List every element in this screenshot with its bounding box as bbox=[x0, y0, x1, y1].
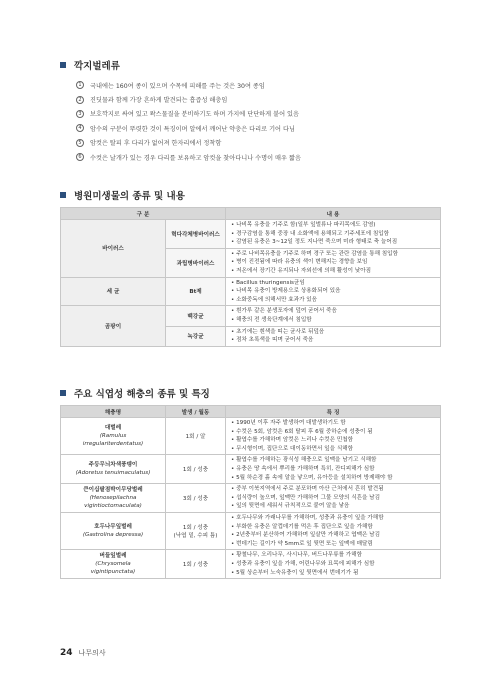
description-line: • 점차 초록색을 띠며 굳어서 죽음 bbox=[231, 337, 314, 344]
column-header: 특 징 bbox=[226, 406, 441, 418]
table-row bbox=[61, 418, 441, 455]
feature-line: • 5월 하순경 흙 속에 알을 낳으며, 유아등을 설치하여 방제해야 함 bbox=[231, 474, 393, 481]
list-item bbox=[76, 107, 456, 121]
subtype-cell: Bt제 bbox=[166, 277, 226, 306]
feature-line: • 5월 상순부터 노숙유충이 잎 뒷면에서 번데기가 됨 bbox=[231, 569, 359, 576]
feature-line: • 부화한 유충은 알껍데기를 먹은 후 집단으로 잎을 가해함 bbox=[231, 523, 373, 530]
feature-line: • 1990년 이후 자주 발생하여 대발생하기도 함 bbox=[231, 420, 346, 426]
description-cell bbox=[226, 326, 441, 346]
table-row bbox=[61, 455, 441, 484]
circled-number-icon: 1 bbox=[76, 81, 84, 89]
section-title-leaf-pests bbox=[60, 386, 210, 400]
feature-line: • 활엽수를 가해하며 암컷은 느리나 수컷은 민첩함 bbox=[231, 437, 354, 444]
feature-line: • 활엽수를 가해하는 광식성 해충으로 잎맥을 남기고 식해함 bbox=[231, 457, 377, 464]
list-item-text: 보호깍지로 싸여 있고 왁스물질을 분비하기도 하며 가지에 단단하게 붙어 있음 bbox=[90, 111, 299, 119]
pest-name-cell bbox=[61, 455, 166, 484]
list-item-text: 암컷은 탈피 후 다리가 없어져 한자리에서 정착함 bbox=[90, 140, 222, 148]
column-header: 내 용 bbox=[226, 208, 441, 220]
occurrence-cell bbox=[166, 550, 226, 579]
occurrence-text: 1회 / 성충 bbox=[182, 525, 209, 532]
occurrence-cell bbox=[166, 455, 226, 484]
description-cell bbox=[226, 277, 441, 306]
occurrence-text: (낙엽 밑, 수피 틈) bbox=[173, 533, 218, 540]
list-item bbox=[76, 78, 456, 92]
list-item bbox=[76, 136, 456, 150]
section-title-text: 깍지벌레류 bbox=[74, 61, 120, 72]
feature-line: • 잎의 뒷면에 세워서 규칙적으로 붙여 알을 낳음 bbox=[231, 503, 350, 510]
pest-name-cell bbox=[61, 418, 166, 455]
pest-name-cell bbox=[61, 512, 166, 549]
feature-line: • 성충과 유충이 잎을 가해, 어린나무와 묘목에 피해가 심함 bbox=[231, 560, 375, 567]
pest-scientific-name: (Adoretus tenuimaculatus) bbox=[75, 470, 151, 477]
pest-korean-name: 주둥무늬차색풍뎅이 bbox=[88, 462, 138, 469]
list-item-text: 진딧물과 함께 가장 흔하게 발견되는 흡즙성 해충임 bbox=[90, 97, 228, 105]
table-row bbox=[61, 512, 441, 549]
description-line: • 저온에서 장기간 유지되나 자외선에 의해 활성이 낮아짐 bbox=[231, 267, 372, 274]
pest-scientific-name: irregulariterdentatus) bbox=[82, 441, 144, 448]
feature-cell bbox=[226, 418, 441, 455]
section-title-text: 병원미생물의 종류 및 내용 bbox=[74, 191, 185, 202]
description-line: • 감염된 유충은 3~12일 정도 지나면 죽으며 미라 형태로 축 늘어짐 bbox=[231, 239, 398, 246]
section-title-text: 주요 식엽성 해충의 종류 및 특징 bbox=[74, 389, 210, 400]
table-header-row bbox=[61, 208, 441, 220]
description-cell bbox=[226, 306, 441, 326]
table-row bbox=[61, 306, 441, 326]
page-number: 24 bbox=[60, 648, 73, 658]
pest-scientific-name: (Henosepilachna bbox=[89, 495, 137, 502]
numbered-list bbox=[76, 78, 456, 164]
column-header: 구 분 bbox=[61, 208, 226, 220]
occurrence-text: 1회 / 성충 bbox=[182, 467, 209, 474]
list-item bbox=[76, 92, 456, 106]
circled-number-icon: 5 bbox=[76, 139, 84, 147]
subtype-cell: 녹강균 bbox=[166, 326, 226, 346]
pathogen-table bbox=[60, 207, 441, 347]
pest-scientific-name: (Gastrolina depressa) bbox=[82, 532, 144, 539]
category-cell: 바이러스 bbox=[61, 220, 166, 278]
table-row bbox=[61, 484, 441, 513]
circled-number-icon: 4 bbox=[76, 124, 84, 132]
list-item bbox=[76, 121, 456, 135]
column-header: 발생 / 월동 bbox=[166, 406, 226, 418]
feature-line: • 호두나무와 가래나무를 가해하며, 성충과 유충이 잎을 가해함 bbox=[231, 514, 384, 521]
feature-line: • 황철나무, 오리나무, 사시나무, 버드나무류를 가해함 bbox=[231, 552, 362, 559]
circled-number-icon: 6 bbox=[76, 153, 84, 161]
page-footer bbox=[60, 648, 106, 658]
pest-name-cell bbox=[61, 550, 166, 579]
description-line: • 주로 나비목유충을 기주로 하며 경구 또는 관란 감염을 통해 침입함 bbox=[231, 250, 398, 257]
pest-korean-name: 큰이십팔점박이무당벌레 bbox=[83, 487, 143, 494]
description-line: • 소화중독에 의해서만 효과가 있음 bbox=[231, 296, 318, 303]
pest-scientific-name: vigintioctomaculata) bbox=[84, 503, 142, 510]
pest-korean-name: 대벌레 bbox=[104, 425, 122, 432]
subtype-cell: 백강균 bbox=[166, 306, 226, 326]
column-header: 해충명 bbox=[61, 406, 166, 418]
table-row bbox=[61, 550, 441, 579]
feature-cell bbox=[226, 550, 441, 579]
description-line: • 흰가루 같은 분생포자에 덮여 굳어서 죽음 bbox=[231, 308, 337, 315]
pest-scientific-name: (Ramulus bbox=[99, 433, 127, 440]
feature-line: • 수컷은 5회, 암컷은 6회 탈피 후 6월 중하순에 성충이 됨 bbox=[231, 428, 373, 435]
feature-line: • 유충은 땅 속에서 뿌리를 가해하며 특히, 잔디피해가 심함 bbox=[231, 465, 375, 472]
occurrence-text: 1회 / 알 bbox=[185, 434, 206, 441]
feature-line: • 무시형이며, 집단으로 대이동하면서 잎을 식해함 bbox=[231, 445, 354, 452]
occurrence-cell bbox=[166, 512, 226, 549]
feature-line: • 중부 이북지역에서 주로 분포하며 아산 근처에서 흔히 발견됨 bbox=[231, 486, 384, 493]
description-line: • 초기에는 흰색을 띠는 균사로 뒤덮음 bbox=[231, 328, 325, 335]
list-item-text: 국내에는 160여 종이 있으며 수목에 피해를 주는 것은 30여 종임 bbox=[90, 82, 265, 90]
description-line: • 병이 진전됨에 따라 유충의 색이 변해지는 경향을 보임 bbox=[231, 259, 368, 266]
category-cell: 세 균 bbox=[61, 277, 166, 306]
description-cell bbox=[226, 248, 441, 277]
feature-line: • 번데기는 길이가 약 5mm로 잎 뒷면 또는 잎맥에 매달림 bbox=[231, 540, 373, 547]
section-title-scale-insects bbox=[60, 58, 120, 72]
subtype-cell: 혁다각체병바이러스 bbox=[166, 220, 226, 249]
pest-korean-name: 버들잎벌레 bbox=[99, 553, 127, 560]
subtype-cell: 과립병바이러스 bbox=[166, 248, 226, 277]
table-row bbox=[61, 220, 441, 249]
list-item-text: 암수의 구분이 뚜렷한 것이 특징이며 알에서 깨어난 약충은 다리로 기어 다님 bbox=[90, 125, 295, 133]
circled-number-icon: 3 bbox=[76, 110, 84, 118]
pest-name-cell bbox=[61, 484, 166, 513]
description-line: • 경구감염을 통해 중장 내 소화액에 용해되고 기주세포에 침입함 bbox=[231, 230, 390, 237]
description-line: • 나비목 유충을 기주로 함(일부 잎벌류나 파리목에도 감염) bbox=[231, 222, 376, 228]
occurrence-text: 3회 / 성충 bbox=[182, 496, 209, 503]
bullet-square-icon bbox=[60, 62, 66, 68]
table-header-row bbox=[61, 406, 441, 418]
pest-scientific-name: vigintipunctata) bbox=[90, 569, 136, 576]
footer-label: 나무의사 bbox=[78, 649, 106, 657]
bullet-square-icon bbox=[60, 192, 66, 198]
table-row bbox=[61, 277, 441, 306]
description-cell bbox=[226, 220, 441, 249]
feature-cell bbox=[226, 484, 441, 513]
list-item-text: 수컷은 날개가 있는 경우 다리를 보유하고 암컷을 찾아다니나 수명이 매우 짧음 bbox=[90, 154, 301, 162]
category-cell: 곰팡이 bbox=[61, 306, 166, 346]
description-line: • Bacillus thuringensis균임 bbox=[231, 279, 305, 286]
occurrence-cell bbox=[166, 484, 226, 513]
bullet-square-icon bbox=[60, 390, 66, 396]
feature-cell bbox=[226, 512, 441, 549]
section-title-pathogens bbox=[60, 188, 185, 202]
feature-line: • 2년충부터 분산하여 가해하며 잎살만 가해하고 엽맥은 남김 bbox=[231, 532, 380, 539]
feature-line: • 섭식량이 높으며, 잎맥만 가해하여 그물 모양의 식흔을 남김 bbox=[231, 494, 380, 501]
pest-scientific-name: (Chrysomela bbox=[95, 561, 131, 568]
description-line: • 나비목 유충이 방제용으로 상용화되어 있음 bbox=[231, 288, 341, 295]
list-item bbox=[76, 150, 456, 164]
occurrence-text: 1회 / 성충 bbox=[182, 562, 209, 569]
circled-number-icon: 2 bbox=[76, 96, 84, 104]
feature-cell bbox=[226, 455, 441, 484]
description-line: • 해충의 전 생육단계에서 침입함 bbox=[231, 316, 312, 323]
leaf-pest-table bbox=[60, 405, 441, 579]
occurrence-cell bbox=[166, 418, 226, 455]
pest-korean-name: 호두나무잎벌레 bbox=[94, 524, 132, 531]
